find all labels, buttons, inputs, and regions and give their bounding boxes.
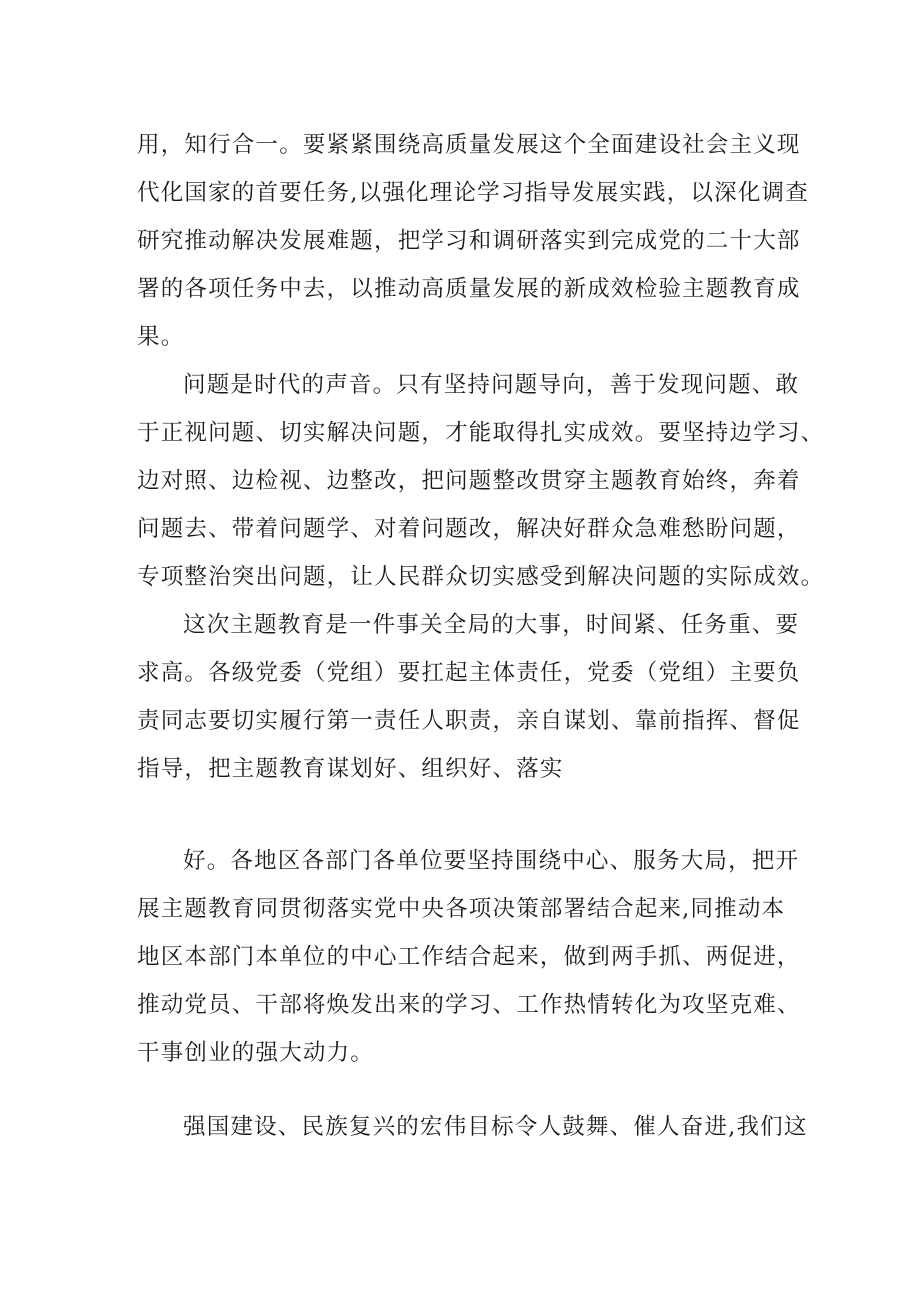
text-line: 求高。各级党委（党组）要扛起主体责任，党委（党组）主要负 — [137, 660, 801, 686]
text-line: 代化国家的首要任务,以强化理论学习指导发展实践，以深化调查 — [137, 180, 809, 206]
text-line: 这次主题教育是一件事关全局的大事，时间紧、任务重、要 — [183, 612, 800, 638]
text-line: 果。 — [137, 324, 185, 350]
text-line: 问题是时代的声音。只有坚持问题导向，善于发现问题、敢 — [183, 372, 800, 398]
text-line: 问题去、带着问题学、对着问题改，解决好群众急难愁盼问题， — [137, 516, 801, 542]
text-line: 于正视问题、切实解决问题，才能取得扎实成效。要坚持边学习、 — [137, 420, 825, 446]
text-line: 研究推动解决发展难题，把学习和调研落实到完成党的二十大部 — [137, 228, 801, 254]
text-line: 推动党员、干部将焕发出来的学习、工作热情转化为攻坚克难、 — [137, 992, 801, 1018]
text-line: 地区本部门本单位的中心工作结合起来，做到两手抓、两促进， — [137, 944, 801, 970]
text-line: 好。各地区各部门各单位要坚持围绕中心、服务大局，把开 — [183, 848, 800, 874]
text-line: 用，知行合一。要紧紧围绕高质量发展这个全面建设社会主义现 — [137, 132, 801, 158]
text-line: 干事创业的强大动力。 — [137, 1040, 375, 1066]
text-line: 强国建设、民族复兴的宏伟目标令人鼓舞、催人奋进,我们这 — [183, 1114, 808, 1140]
text-line: 责同志要切实履行第一责任人职责，亲自谋划、靠前指挥、督促 — [137, 708, 801, 734]
text-line: 边对照、边检视、边整改，把问题整改贯穿主题教育始终，奔着 — [137, 468, 801, 494]
text-line: 署的各项任务中去，以推动高质量发展的新成效检验主题教育成 — [137, 276, 801, 302]
text-line: 指导，把主题教育谋划好、组织好、落实 — [137, 756, 564, 782]
text-line: 专项整治突出问题，让人民群众切实感受到解决问题的实际成效。 — [137, 564, 825, 590]
text-line: 展主题教育同贯彻落实党中央各项决策部署结合起来,同推动本 — [137, 896, 786, 922]
